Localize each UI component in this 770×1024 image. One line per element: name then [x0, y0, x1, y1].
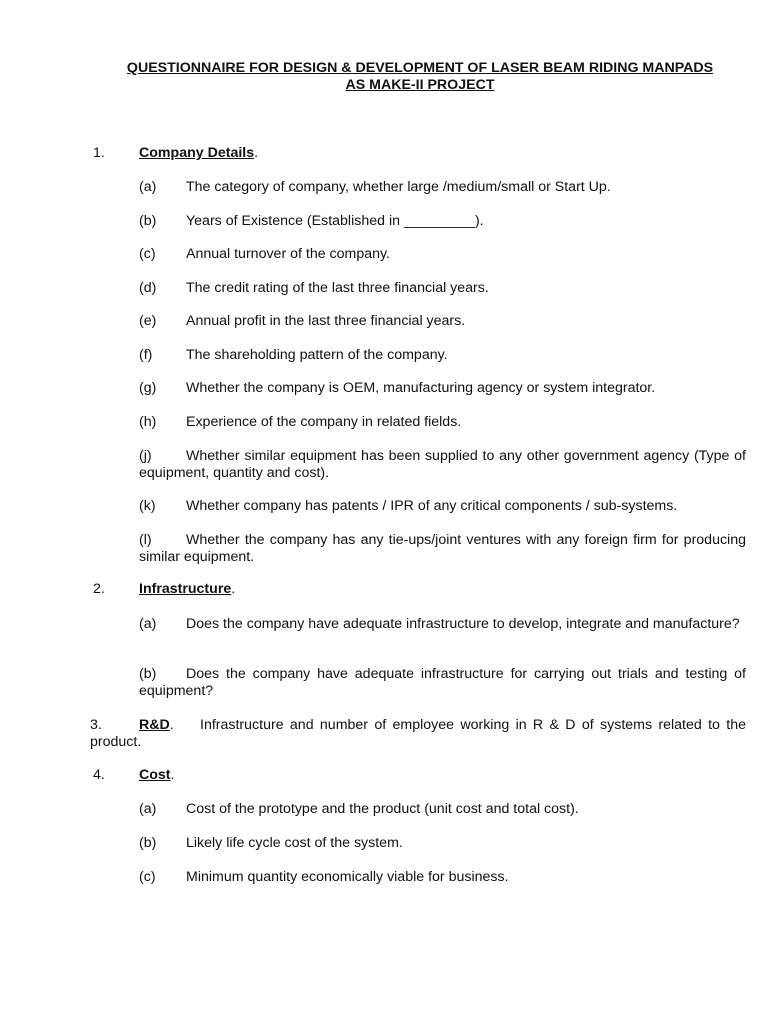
- item-label: (c): [139, 869, 156, 885]
- item-label: (k): [139, 498, 156, 514]
- title-line-1: QUESTIONNAIRE FOR DESIGN & DEVELOPMENT OF LASER BEAM RIDING MANPADS: [126, 60, 714, 76]
- section-text: Infrastructure and number of employee working in R & D of systems related to the product.: [90, 717, 746, 750]
- section-rnd-paragraph: 3. R&D. Infrastructure and number of employee working in R & D of systems related to the product.: [90, 717, 746, 750]
- item-label: (b): [139, 835, 157, 851]
- item-text: Annual turnover of the company.: [186, 246, 390, 262]
- item-paragraph: [139, 616, 746, 633]
- item-label: (h): [139, 414, 157, 430]
- section-number: 3.: [90, 717, 102, 733]
- item-text: The category of company, whether large /medium/small or Start Up.: [186, 179, 611, 195]
- item-label: (e): [139, 313, 157, 329]
- item-text: Experience of the company in related fields.: [186, 414, 462, 430]
- item-label: (a): [139, 179, 157, 195]
- section-heading-company-details: Company Details.: [139, 145, 259, 161]
- item-text: The credit rating of the last three financial years.: [186, 280, 489, 296]
- item-paragraph: [139, 532, 746, 566]
- title-line-2: AS MAKE-II PROJECT: [345, 77, 495, 93]
- item-text: Likely life cycle cost of the system.: [186, 835, 403, 851]
- item-label: (b): [139, 213, 157, 229]
- item-label: (j): [139, 448, 152, 464]
- item-label: (g): [139, 380, 157, 396]
- item-text: Does the company have adequate infrastructure for carrying out trials and testing of equipment?: [139, 666, 746, 699]
- item-label: (l): [139, 532, 152, 548]
- section-number: 4.: [93, 767, 105, 783]
- section-heading-text: Infrastructure: [139, 581, 232, 597]
- item-text: Annual profit in the last three financial years.: [186, 313, 466, 329]
- item-text: Cost of the prototype and the product (unit cost and total cost).: [186, 801, 579, 817]
- item-text: Whether the company has any tie-ups/joint ventures with any foreign firm for producing similar equipment.: [139, 532, 746, 565]
- item-text: Whether similar equipment has been supplied to any other government agency (Type of equipment, quantity and cost).: [139, 448, 746, 481]
- item-paragraph: [139, 448, 746, 482]
- item-label: (f): [139, 347, 153, 363]
- section-heading-text: R&D: [139, 717, 170, 733]
- item-label: (a): [139, 801, 157, 817]
- item-text: Years of Existence (Established in _________).: [186, 213, 484, 229]
- item-label: (d): [139, 280, 157, 296]
- section-number: 2.: [93, 581, 105, 597]
- item-text: Does the company have adequate infrastructure to develop, integrate and manufacture?: [186, 616, 740, 632]
- item-paragraph: [139, 666, 746, 700]
- document-title: [90, 60, 750, 94]
- item-label: (c): [139, 246, 156, 262]
- item-text: Whether company has patents / IPR of any critical components / sub-systems.: [186, 498, 678, 514]
- section-number: 1.: [93, 145, 105, 161]
- item-text: Whether the company is OEM, manufacturing agency or system integrator.: [186, 380, 656, 396]
- section-heading-text: Cost: [139, 767, 171, 783]
- item-label: (b): [139, 666, 157, 682]
- section-heading-text: Company Details: [139, 145, 255, 161]
- section-heading-infrastructure: Infrastructure.: [139, 581, 236, 597]
- item-label: (a): [139, 616, 157, 632]
- item-text: The shareholding pattern of the company.: [186, 347, 448, 363]
- item-text: Minimum quantity economically viable for business.: [186, 869, 509, 885]
- section-heading-cost: Cost.: [139, 767, 175, 783]
